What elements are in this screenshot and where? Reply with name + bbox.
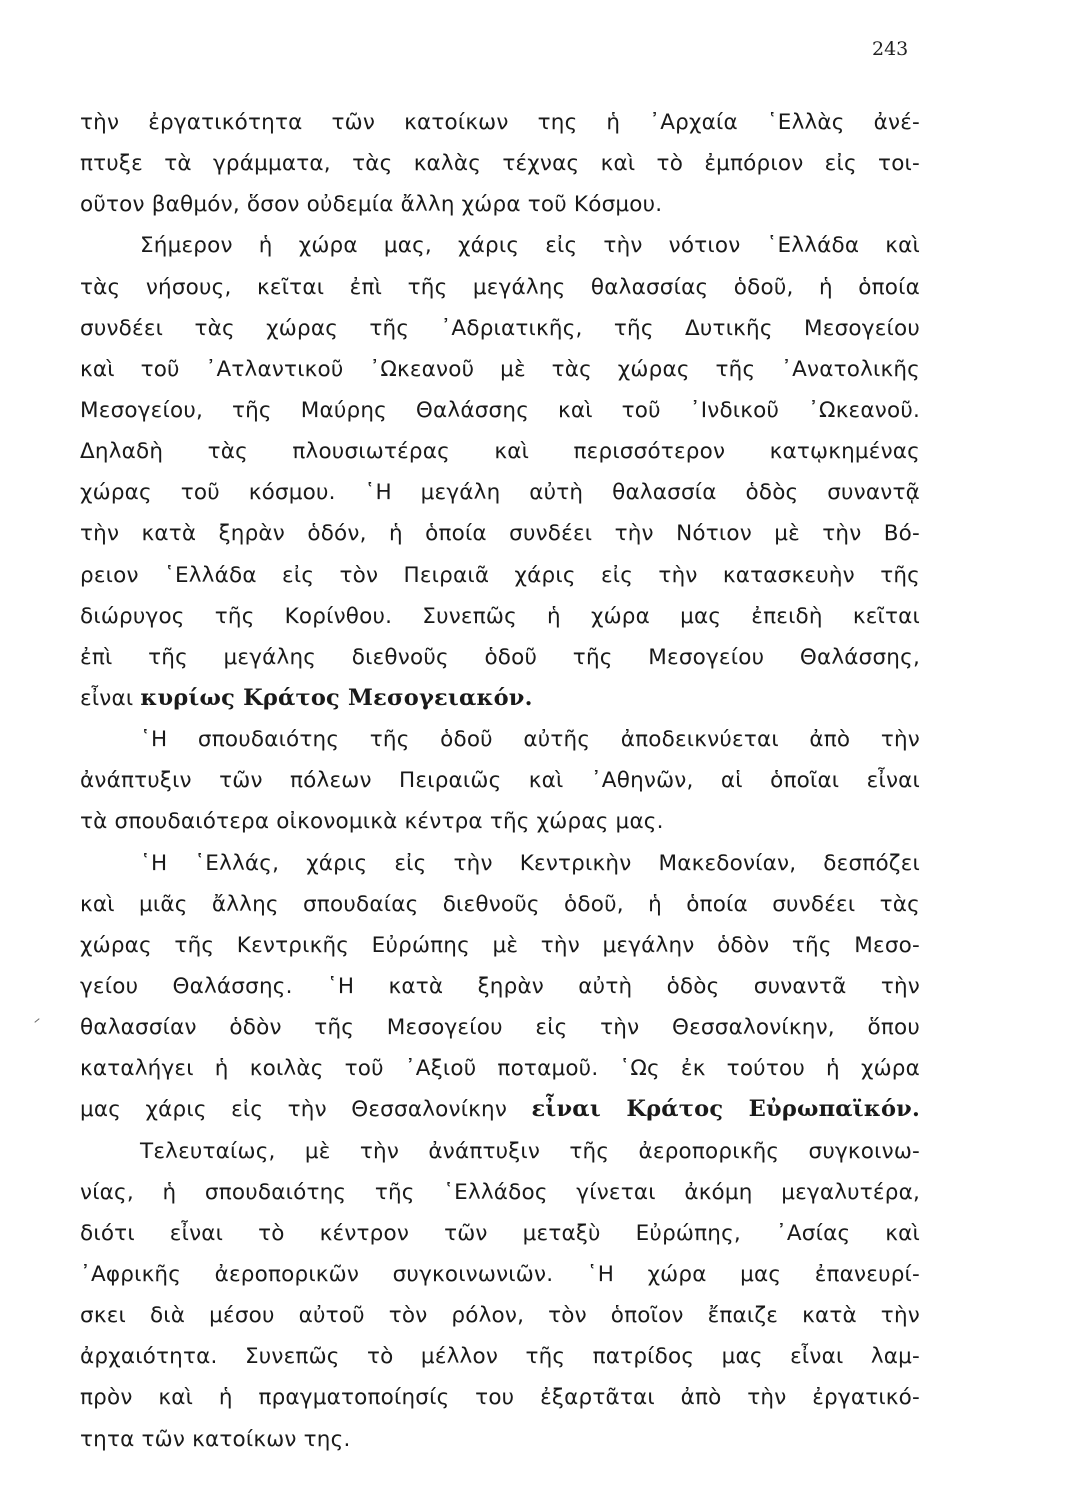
line-text: καὶ μιᾶς ἄλλης σπουδαίας διεθνοῦς ὁδοῦ, ἡ ὁποία συνδέει τὰς — [80, 891, 920, 917]
line-text: ρειον ῾Ελλάδα εἰς τὸν Πειραιᾶ χάρις εἰς τὴν κατασκευὴν τῆς — [80, 562, 920, 588]
text-line — [80, 1254, 920, 1295]
line-text: μας χάρις εἰς τὴν Θεσσαλονίκην — [80, 1097, 532, 1123]
line-text: Τελευταίως, μὲ τὴν ἀνάπτυξιν τῆς ἀεροπορικῆς συγκοινω- — [140, 1138, 920, 1164]
text-line — [80, 884, 920, 925]
line-text: τητα τῶν κατοίκων της. — [80, 1426, 351, 1452]
text-line — [80, 513, 920, 554]
line-text: ᾿Αφρικῆς ἀεροπορικῶν συγκοινωνιῶν. ῾Η χώρα μας ἐπανευρί- — [80, 1261, 920, 1287]
line-text: εἶναι — [80, 685, 141, 711]
line-text: συνδέει τὰς χώρας τῆς ᾿Αδριατικῆς, τῆς Δυτικῆς Μεσογείου — [80, 315, 920, 341]
line-text: χώρας τῆς Κεντρικῆς Εὐρώπης μὲ τὴν μεγάλην ὁδὸν τῆς Μεσο- — [80, 932, 920, 958]
line-text: θαλασσίαν ὁδὸν τῆς Μεσογείου εἰς τὴν Θεσσαλονίκην, ὅπου — [80, 1015, 920, 1041]
text-line — [80, 225, 920, 266]
text-line — [80, 1089, 920, 1130]
text-line — [80, 308, 920, 349]
text-line — [80, 102, 920, 143]
page-number: 243 — [872, 38, 909, 60]
line-text: πρὸν καὶ ἡ πραγματοποίησίς του ἐξαρτᾶται ἀπὸ τὴν ἐργατικό- — [80, 1385, 920, 1411]
line-text: διώρυγος τῆς Κορίνθου. Συνεπῶς ἡ χώρα μας ἐπειδὴ κεῖται — [80, 603, 920, 629]
text-line — [80, 719, 920, 760]
text-line — [80, 143, 920, 184]
text-line — [80, 1377, 920, 1418]
line-text: ἐπὶ τῆς μεγάλης διεθνοῦς ὁδοῦ τῆς Μεσογείου Θαλάσσης, — [80, 644, 920, 670]
text-line — [80, 390, 920, 431]
text-line — [80, 760, 920, 801]
text-line — [80, 555, 920, 596]
line-text: σκει διὰ μέσου αὐτοῦ τὸν ρόλον, τὸν ὁποῖον ἔπαιζε κατὰ τὴν — [80, 1303, 920, 1329]
text-line — [80, 267, 920, 308]
emphasized-text: κυρίως Κράτος Μεσογειακόν. — [140, 684, 533, 711]
text-line — [80, 843, 920, 884]
text-line — [80, 596, 920, 637]
line-text: καὶ τοῦ ᾿Ατλαντικοῦ ᾿Ωκεανοῦ μὲ τὰς χώρας τῆς ᾿Ανατολικῆς — [80, 356, 920, 382]
line-text: τὰς νήσους, κεῖται ἐπὶ τῆς μεγάλης θαλασσίας ὁδοῦ, ἡ ὁποία — [80, 274, 920, 300]
line-text: οῦτον βαθμόν, ὅσον οὐδεμία ἄλλη χώρα τοῦ Κόσμου. — [80, 192, 663, 218]
text-line — [80, 1295, 920, 1336]
text-line — [80, 1172, 920, 1213]
line-text: πτυξε τὰ γράμματα, τὰς καλὰς τέχνας καὶ τὸ ἐμπόριον εἰς τοι- — [80, 151, 920, 177]
text-line — [80, 925, 920, 966]
text-line — [80, 966, 920, 1007]
line-text: Σήμερον ἡ χώρα μας, χάρις εἰς τὴν νότιον ῾Ελλάδα καὶ — [140, 233, 920, 259]
text-line — [80, 1213, 920, 1254]
line-text: ἀνάπτυξιν τῶν πόλεων Πειραιῶς καὶ ᾿Αθηνῶν, αἱ ὁποῖαι εἶναι — [80, 768, 920, 794]
line-text: ῾Η σπουδαιότης τῆς ὁδοῦ αὐτῆς ἀποδεικνύεται ἀπὸ τὴν — [140, 727, 920, 753]
text-body — [80, 102, 920, 1460]
line-text: διότι εἶναι τὸ κέντρον τῶν μεταξὺ Εὐρώπης, ᾿Ασίας καὶ — [80, 1220, 920, 1246]
text-line — [80, 1048, 920, 1089]
text-line — [80, 184, 920, 225]
text-line — [80, 472, 920, 513]
line-text: ῾Η ῾Ελλάς, χάρις εἰς τὴν Κεντρικὴν Μακεδονίαν, δεσπόζει — [140, 850, 920, 876]
line-text: τὰ σπουδαιότερα οἰκονομικὰ κέντρα τῆς χώρας μας. — [80, 809, 664, 835]
line-text: Δηλαδὴ τὰς πλουσιωτέρας καὶ περισσότερον κατῳκημένας — [80, 439, 920, 465]
text-line — [80, 1419, 920, 1460]
text-line — [80, 1131, 920, 1172]
text-line — [80, 801, 920, 842]
line-text: νίας, ἡ σπουδαιότης τῆς ῾Ελλάδος γίνεται ἀκόμη μεγαλυτέρα, — [80, 1179, 920, 1205]
text-line — [80, 431, 920, 472]
line-text: ἀρχαιότητα. Συνεπῶς τὸ μέλλον τῆς πατρίδος μας εἶναι λαμ- — [80, 1344, 920, 1370]
line-text: τὴν κατὰ ξηρὰν ὁδόν, ἡ ὁποία συνδέει τὴν Νότιον μὲ τὴν Βό- — [80, 521, 920, 547]
emphasized-text: εἶναι Κράτος Εὐρωπαϊκόν. — [531, 1096, 920, 1123]
margin-mark — [34, 1018, 39, 1023]
text-line — [80, 1336, 920, 1377]
line-text: τὴν ἐργατικότητα τῶν κατοίκων της ἡ ᾿Αρχαία ῾Ελλὰς ἀνέ- — [80, 110, 920, 135]
text-line — [80, 678, 920, 719]
line-text: καταλήγει ἡ κοιλὰς τοῦ ᾿Αξιοῦ ποταμοῦ. ῾Ως ἐκ τούτου ἡ χώρα — [80, 1056, 920, 1082]
text-line — [80, 349, 920, 390]
text-line — [80, 637, 920, 678]
line-text: Μεσογείου, τῆς Μαύρης Θαλάσσης καὶ τοῦ ᾿Ινδικοῦ ᾿Ωκεανοῦ. — [80, 397, 920, 423]
line-text: χώρας τοῦ κόσμου. ῾Η μεγάλη αὐτὴ θαλασσία ὁδὸς συναντᾷ — [80, 480, 920, 506]
line-text: γείου Θαλάσσης. ῾Η κατὰ ξηρὰν αὐτὴ ὁδὸς συναντᾶ τὴν — [80, 973, 920, 999]
text-line — [80, 1007, 920, 1048]
